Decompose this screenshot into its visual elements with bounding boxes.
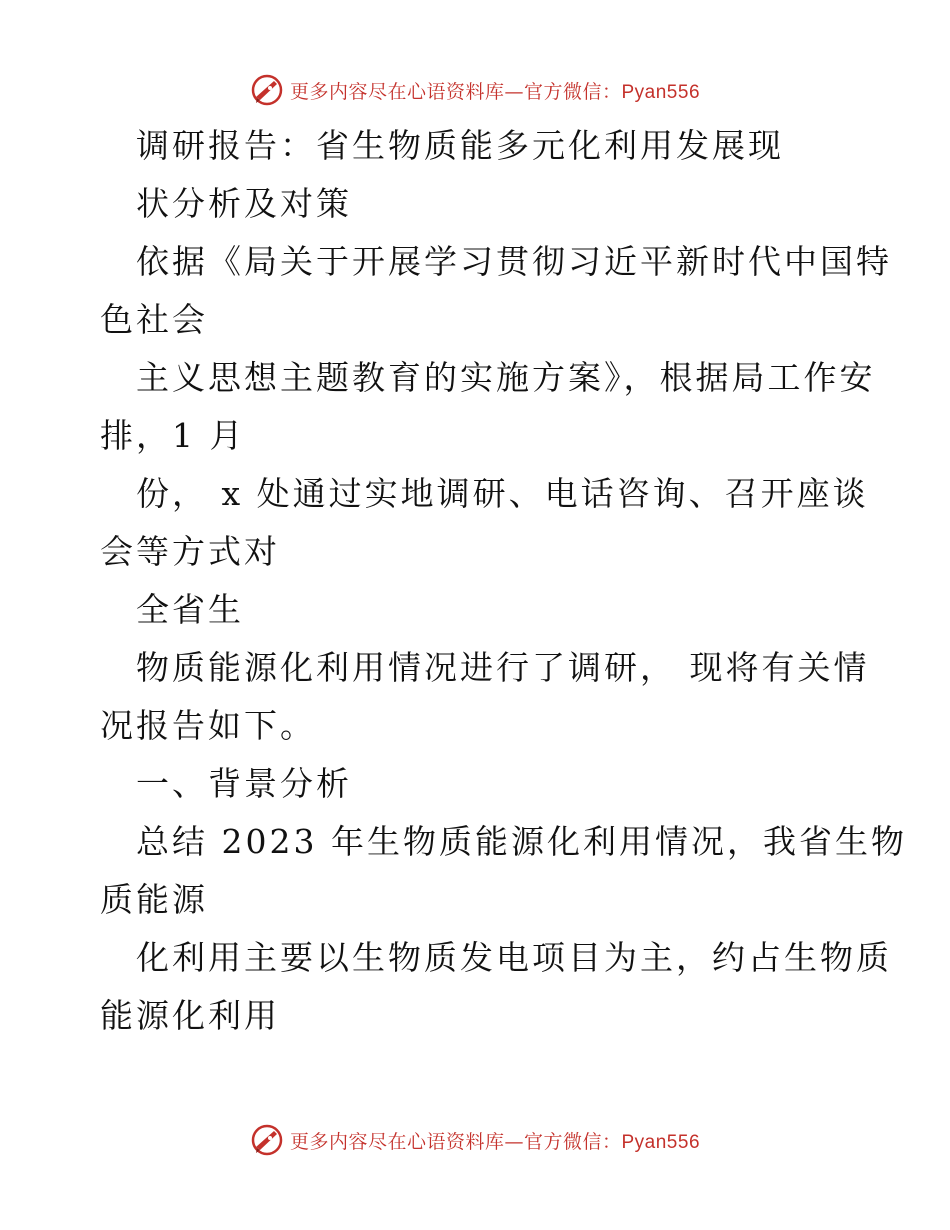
paragraph-line: 况报告如下。 (100, 706, 316, 745)
watermark-text: 更多内容尽在心语资料库—官方微信：Pyan556 (289, 80, 701, 103)
document-title-line-1: 调研报告：省生物质能多元化利用发展现 (136, 126, 784, 165)
paragraph-line: 全省生 (136, 590, 244, 629)
paragraph-line: 物质能源化利用情况进行了调研， 现将有关情 (136, 648, 870, 687)
section-heading: 一、背景分析 (136, 764, 352, 803)
paragraph-line: 化利用主要以生物质发电项目为主，约占生物质 (136, 938, 892, 977)
header-watermark-banner (0, 70, 950, 110)
paragraph-line: 能源化利用 (100, 996, 280, 1035)
document-title-line-2: 状分析及对策 (136, 184, 352, 223)
pen-logo-icon (250, 1123, 284, 1157)
paragraph-line: 依据《局关于开展学习贯彻习近平新时代中国特 (136, 242, 892, 281)
paragraph-line: 色社会 (100, 300, 208, 339)
paragraph-line: 总结 2023 年生物质能源化利用情况，我省生物 (136, 822, 907, 861)
footer-watermark-banner (0, 1120, 950, 1160)
paragraph-line: 会等方式对 (100, 532, 280, 571)
document-body (100, 117, 907, 1045)
paragraph-line: 份， x 处通过实地调研、电话咨询、召开座谈 (136, 474, 869, 513)
watermark-text: 更多内容尽在心语资料库—官方微信：Pyan556 (289, 1130, 701, 1153)
paragraph-line: 排，1 月 (100, 416, 246, 455)
pen-logo-icon (250, 73, 284, 107)
paragraph-line: 主义思想主题教育的实施方案》，根据局工作安 (136, 358, 876, 397)
paragraph-line: 质能源 (100, 880, 208, 919)
